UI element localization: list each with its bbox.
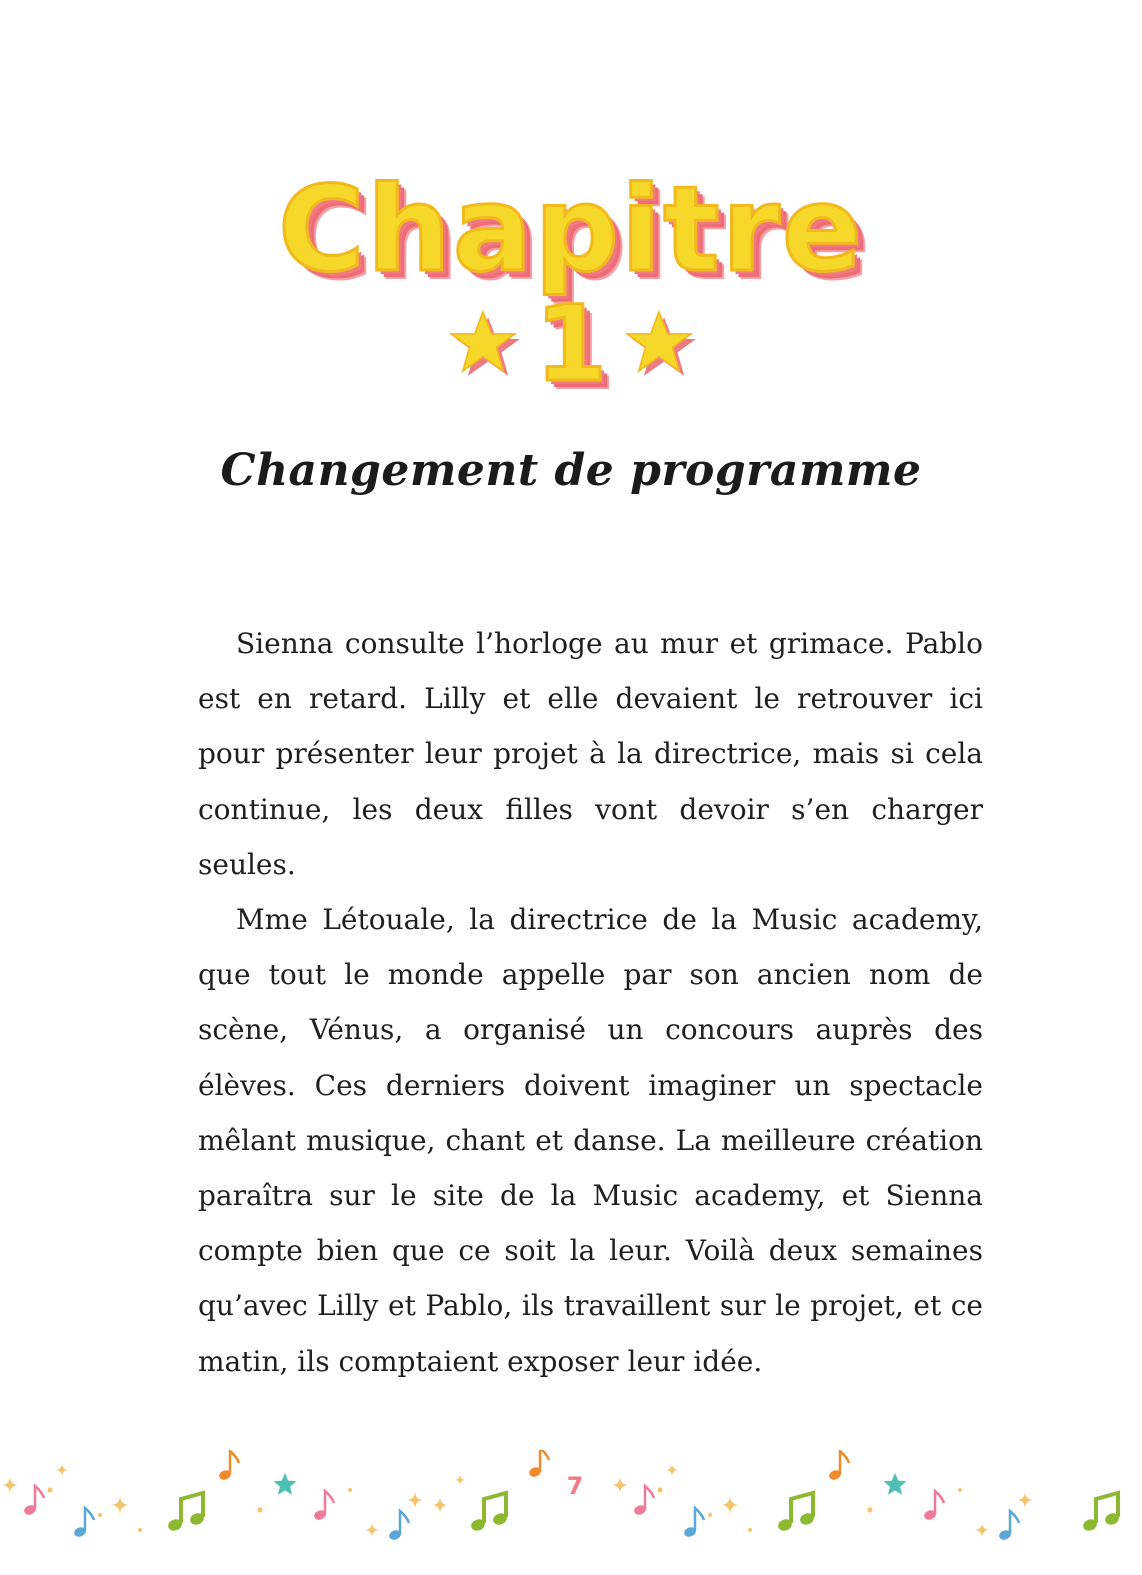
sparkle-icon	[431, 1496, 449, 1514]
sparkle-icon	[974, 1522, 990, 1538]
dot-icon	[658, 1488, 663, 1493]
footer-pattern-left	[1, 1450, 549, 1541]
music-note-icon	[388, 1511, 409, 1541]
music-note-icon	[923, 1491, 944, 1521]
footer-decoration	[0, 1450, 1142, 1575]
dot-icon	[258, 1508, 263, 1513]
dot-icon	[958, 1488, 962, 1492]
star-icon	[274, 1473, 297, 1495]
double-note-icon	[470, 1493, 509, 1533]
double-note-icon	[777, 1493, 816, 1533]
dot-icon	[708, 1513, 712, 1517]
double-note-icon	[1082, 1493, 1121, 1533]
sparkle-icon	[720, 1495, 740, 1515]
sparkle-icon	[406, 1491, 424, 1509]
page-number: 7	[566, 1472, 584, 1500]
sparkle-icon	[110, 1495, 130, 1515]
dot-icon	[138, 1528, 142, 1532]
music-note-icon	[73, 1508, 94, 1538]
star-icon	[884, 1473, 907, 1495]
sparkle-icon	[55, 1463, 69, 1477]
music-note-icon	[218, 1451, 239, 1481]
sparkle-icon	[454, 1474, 466, 1486]
chapter-heading: Chapitre	[278, 160, 864, 298]
music-note-icon	[828, 1451, 849, 1481]
sparkle-icon	[665, 1463, 679, 1477]
music-note-icon	[528, 1450, 549, 1478]
music-note-icon	[313, 1491, 334, 1521]
dot-icon	[348, 1488, 352, 1492]
paragraph-1: Sienna consulte l’horloge au mur et grimace. Pablo est en retard. Lilly et elle devaient le retrouver ici pour présenter leur projet à la directrice, mais si cela continue, les deux filles vont devoir s’en charger seules.	[198, 627, 983, 881]
dot-icon	[748, 1528, 752, 1532]
double-note-icon	[167, 1493, 206, 1533]
dot-icon	[98, 1513, 102, 1517]
sparkle-icon	[364, 1522, 380, 1538]
music-note-icon	[633, 1486, 654, 1516]
sparkle-icon	[611, 1476, 629, 1494]
chapter-number-row	[0, 283, 1142, 405]
chapter-number: 1	[534, 283, 608, 405]
music-note-icon	[683, 1508, 704, 1538]
music-note-icon	[998, 1511, 1019, 1541]
star-right-icon	[617, 302, 701, 386]
music-note-icon	[23, 1486, 44, 1516]
sparkle-icon	[1, 1476, 19, 1494]
chapter-title: Changement de programme	[220, 445, 922, 496]
dot-icon	[868, 1508, 873, 1513]
footer-pattern-right	[611, 1451, 1120, 1541]
dot-icon	[48, 1488, 53, 1493]
body-text	[198, 616, 983, 1389]
sparkle-icon	[1016, 1491, 1034, 1509]
star-left-icon	[441, 302, 525, 386]
paragraph-2: Mme Létouale, la directrice de la Music academy, que tout le monde appelle par son ancien nom de scène, Vénus, a organisé un concours auprès des élèves. Ces derniers doivent imaginer un spectacle mêlant musique, chant et danse. La meilleure création paraîtra sur le site de la Music academy, et Sienna compte bien que ce soit la leur. Voilà deux semaines qu’avec Lilly et Pablo, ils travaillent sur le projet, et ce matin, ils comptaient exposer leur idée.	[198, 903, 983, 1378]
